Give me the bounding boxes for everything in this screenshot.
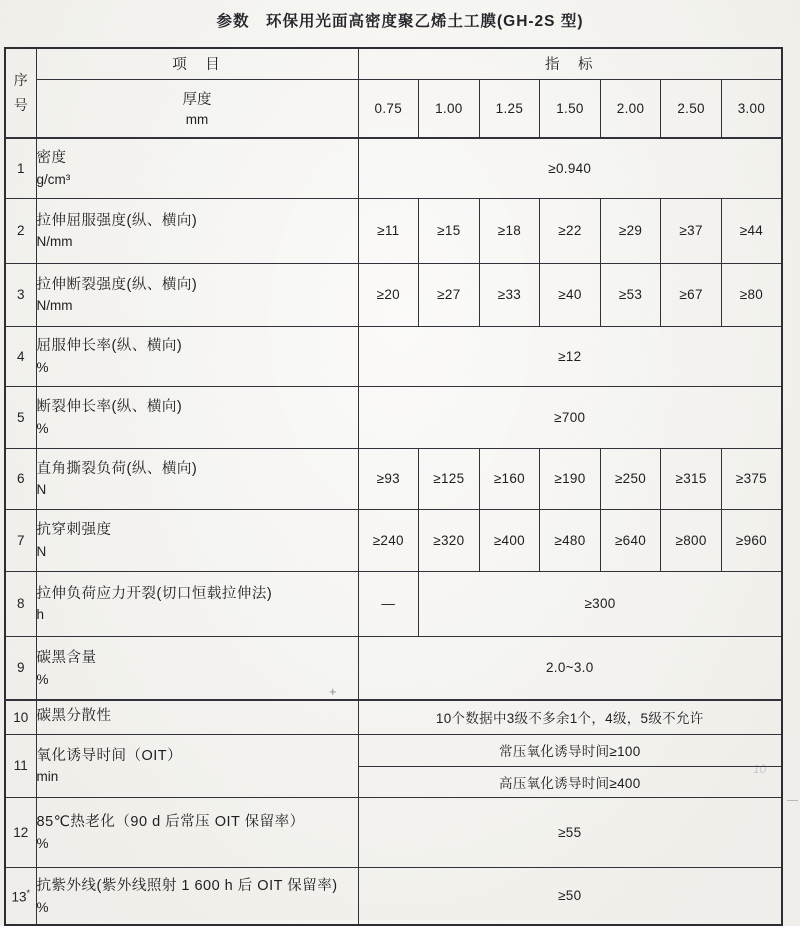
table-row xyxy=(5,263,782,326)
header-thickness-cell xyxy=(36,79,358,138)
item-unit: min xyxy=(36,769,59,785)
item-cell xyxy=(36,448,358,509)
row-no: 12 xyxy=(5,797,36,867)
item-unit: N/mm xyxy=(36,298,73,314)
row-value-dash: — xyxy=(358,571,419,636)
row-value: ≥67 xyxy=(661,263,722,326)
row-value: 2.0~3.0 xyxy=(358,636,782,700)
row-no: 1 xyxy=(5,138,36,198)
row-value: ≥250 xyxy=(600,448,661,509)
row-value: ≥480 xyxy=(540,509,601,571)
header-thickness-label: 厚度 xyxy=(182,91,212,108)
item-cell xyxy=(36,138,358,198)
table-row xyxy=(5,198,782,263)
item-unit: N/mm xyxy=(36,234,73,250)
item-name: 拉伸屈服强度(纵、横向) xyxy=(36,212,198,229)
item-name: 碳黑含量 xyxy=(36,649,97,666)
row-value: ≥55 xyxy=(358,797,782,867)
row-value: ≥33 xyxy=(479,263,540,326)
scan-artifact-dash xyxy=(787,800,798,801)
page-title: 参数 环保用光面高密度聚乙烯土工膜(GH-2S 型) xyxy=(216,13,584,30)
header-thickness-unit: mm xyxy=(185,111,209,127)
header-indicator-cell: 指 标 xyxy=(358,48,782,79)
row-value: ≥12 xyxy=(358,326,782,386)
item-name: 抗紫外线(紫外线照射 1 600 h 后 OIT 保留率) xyxy=(36,877,338,894)
item-name: 抗穿刺强度 xyxy=(36,522,112,539)
table-row xyxy=(5,734,782,766)
item-name: 密度 xyxy=(36,150,67,167)
item-cell xyxy=(36,198,358,263)
table-row xyxy=(5,867,782,925)
row-no: 3 xyxy=(5,263,36,326)
row-value: ≥20 xyxy=(358,263,419,326)
header-row-1 xyxy=(5,48,782,79)
row-no: 11 xyxy=(5,734,36,797)
item-cell xyxy=(36,636,358,700)
row-value: ≥315 xyxy=(661,448,722,509)
row-value: ≥0.940 xyxy=(358,138,782,198)
item-cell xyxy=(36,571,358,636)
item-cell xyxy=(36,797,358,867)
item-name: 氧化诱导时间（OIT） xyxy=(36,747,183,764)
row-value: ≥27 xyxy=(419,263,480,326)
row-value: ≥190 xyxy=(540,448,601,509)
row-no: 6 xyxy=(5,448,36,509)
header-serial-cell xyxy=(5,48,36,138)
row-no: 8 xyxy=(5,571,36,636)
item-cell xyxy=(36,867,358,925)
item-cell xyxy=(36,734,358,797)
row-value: ≥640 xyxy=(600,509,661,571)
item-cell xyxy=(36,509,358,571)
row-value: ≥50 xyxy=(358,867,782,925)
item-name: 85℃热老化（90 d 后常压 OIT 保留率） xyxy=(36,814,305,831)
row-no-text: 13 xyxy=(11,889,27,904)
row-value: ≥240 xyxy=(358,509,419,571)
row-value: ≥93 xyxy=(358,448,419,509)
scan-artifact-plus: + xyxy=(329,684,337,699)
row-no: 9 xyxy=(5,636,36,700)
item-name: 直角撕裂负荷(纵、横向) xyxy=(36,460,198,477)
table-row xyxy=(5,571,782,636)
row-value: ≥18 xyxy=(479,198,540,263)
row-value: ≥22 xyxy=(540,198,601,263)
item-name: 拉伸断裂强度(纵、横向) xyxy=(36,276,198,293)
row-value: ≥37 xyxy=(661,198,722,263)
row-no xyxy=(5,867,36,925)
table-row xyxy=(5,797,782,867)
item-unit: N xyxy=(36,543,47,559)
header-row-2 xyxy=(5,79,782,138)
item-name: 屈服伸长率(纵、横向) xyxy=(36,338,183,355)
row-value: ≥400 xyxy=(479,509,540,571)
item-cell xyxy=(36,700,358,734)
item-unit: % xyxy=(36,671,49,687)
row-no-footnote-mark: * xyxy=(26,887,31,898)
table-row xyxy=(5,509,782,571)
header-item-cell: 项 目 xyxy=(36,48,358,79)
row-no: 7 xyxy=(5,509,36,571)
row-value: ≥80 xyxy=(721,263,782,326)
row-value: ≥700 xyxy=(358,386,782,448)
item-cell xyxy=(36,326,358,386)
table-row xyxy=(5,386,782,448)
row-value: ≥11 xyxy=(358,198,419,263)
thickness-value: 1.25 xyxy=(479,79,540,138)
item-cell xyxy=(36,386,358,448)
item-name: 断裂伸长率(纵、横向) xyxy=(36,399,183,416)
thickness-value: 0.75 xyxy=(358,79,419,138)
thickness-value: 1.50 xyxy=(540,79,601,138)
row-value: ≥44 xyxy=(721,198,782,263)
row-value: ≥125 xyxy=(419,448,480,509)
row-value-bottom: 高压氧化诱导时间≥400 xyxy=(358,766,782,797)
row-no: 4 xyxy=(5,326,36,386)
row-value: ≥960 xyxy=(721,509,782,571)
scan-artifact-faint-mark: 10 xyxy=(753,762,767,776)
row-value: ≥40 xyxy=(540,263,601,326)
row-value: ≥15 xyxy=(419,198,480,263)
item-cell xyxy=(36,263,358,326)
thickness-value: 2.50 xyxy=(661,79,722,138)
row-no: 2 xyxy=(5,198,36,263)
table-row xyxy=(5,138,782,198)
spec-table xyxy=(4,47,783,926)
row-value: ≥300 xyxy=(419,571,782,636)
item-unit: g/cm³ xyxy=(36,172,71,188)
item-unit: h xyxy=(36,607,45,623)
row-value: ≥29 xyxy=(600,198,661,263)
table-row xyxy=(5,636,782,700)
thickness-value: 3.00 xyxy=(721,79,782,138)
table-row xyxy=(5,700,782,734)
item-unit: % xyxy=(36,359,49,375)
row-value: ≥53 xyxy=(600,263,661,326)
item-unit: N xyxy=(36,482,47,498)
row-value: ≥160 xyxy=(479,448,540,509)
row-no: 5 xyxy=(5,386,36,448)
table-row xyxy=(5,448,782,509)
thickness-value: 2.00 xyxy=(600,79,661,138)
row-value: ≥320 xyxy=(419,509,480,571)
row-no: 10 xyxy=(5,700,36,734)
row-value: 10个数据中3级不多余1个，4级，5级不允许 xyxy=(358,700,782,734)
item-name: 拉伸负荷应力开裂(切口恒载拉伸法) xyxy=(36,585,273,602)
table-row xyxy=(5,326,782,386)
item-name: 碳黑分散性 xyxy=(36,708,112,725)
thickness-value: 1.00 xyxy=(419,79,480,138)
row-value: ≥800 xyxy=(661,509,722,571)
row-value: ≥375 xyxy=(721,448,782,509)
item-unit: % xyxy=(36,420,49,436)
header-serial-label: 序号 xyxy=(13,71,28,113)
item-unit: % xyxy=(36,835,49,851)
item-unit: % xyxy=(36,899,49,915)
row-value-top: 常压氧化诱导时间≥100 xyxy=(358,734,782,766)
